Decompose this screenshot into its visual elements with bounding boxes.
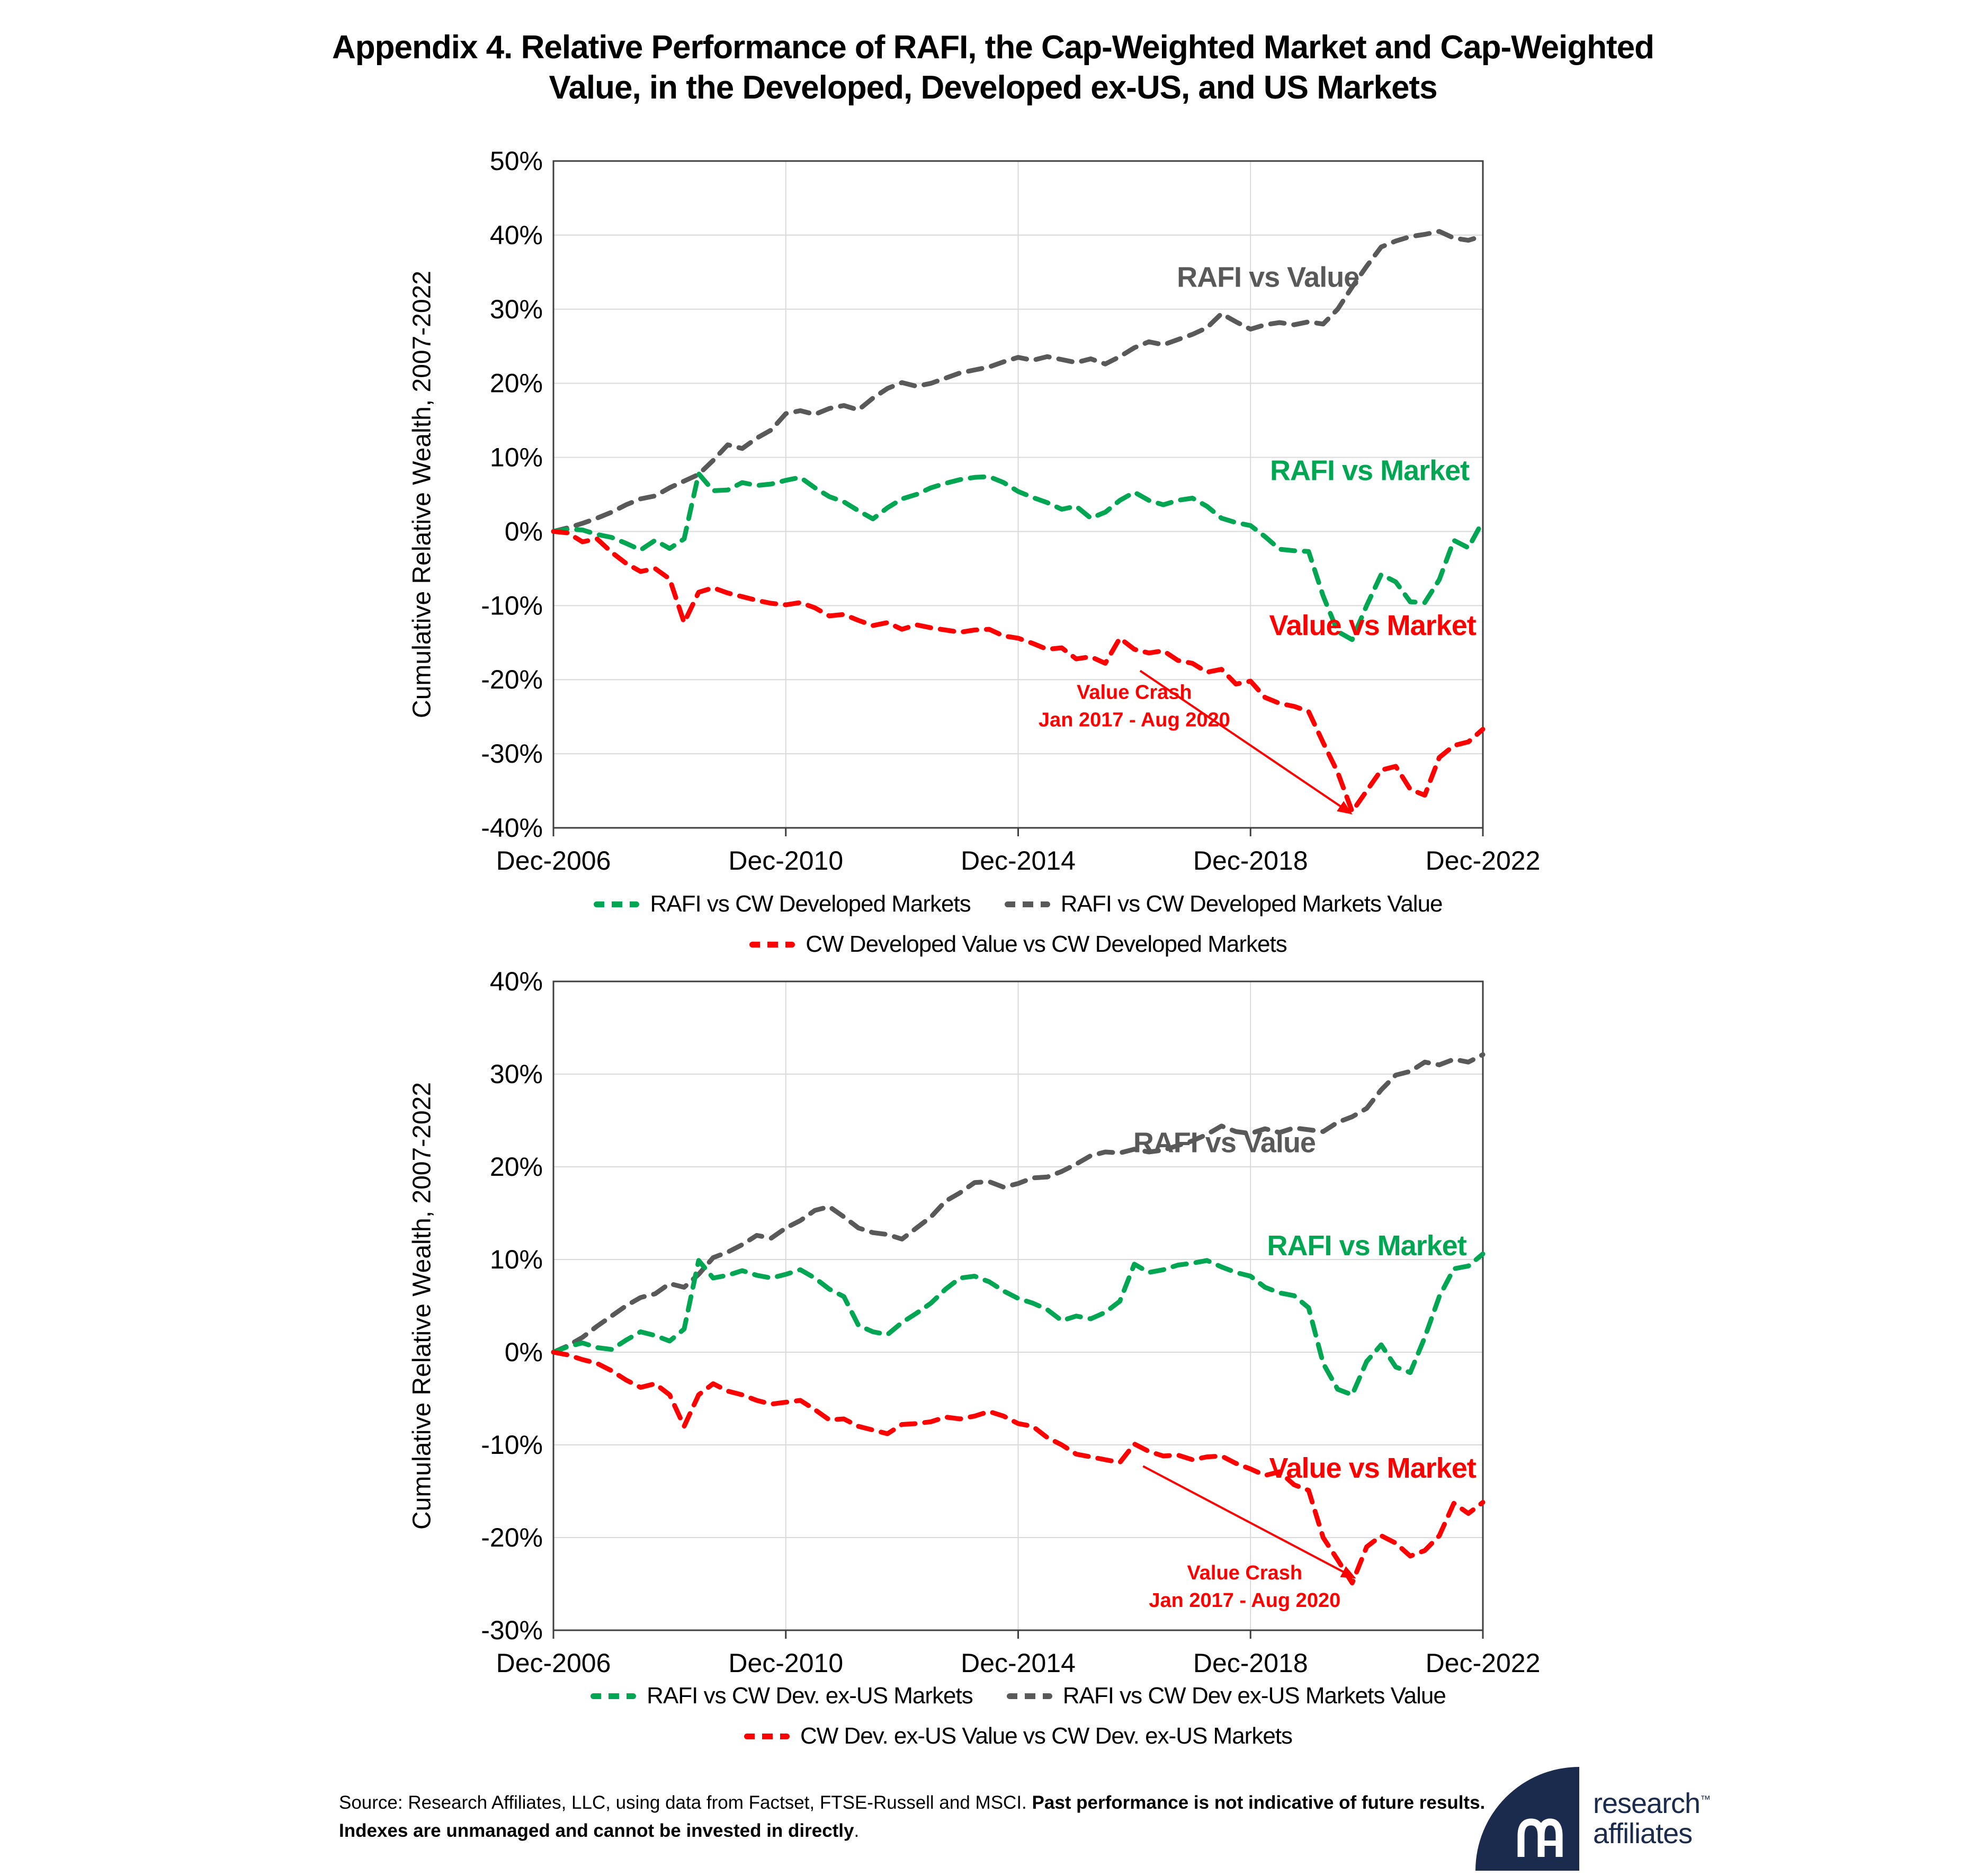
green-dash-swatch-icon [591,1693,636,1699]
y-tick-label: 0% [504,1337,543,1367]
legend-label: CW Developed Value vs CW Developed Markets [806,931,1287,957]
legend-item-value-vs-market [749,931,1286,958]
y-tick-label: -30% [481,1615,543,1645]
x-tick-label: Dec-2010 [728,846,844,876]
source-line2 [339,1817,1584,1845]
y-tick-label: 20% [489,368,543,398]
legend-row [591,1683,1446,1709]
y-tick-label: -30% [481,739,543,769]
y-axis-title: Cumulative Relative Wealth, 2007-2022 [408,1082,436,1530]
source-line1 [339,1789,1584,1817]
x-tick-label: Dec-2006 [496,1648,611,1678]
developed-markets-legend [553,891,1483,958]
logo-wordmark [1593,1789,1710,1849]
developed-ex-us-chart [408,967,1541,1678]
trademark-symbol: ™ [1700,1793,1711,1806]
source-text: Source: Research Affiliates, LLC, using data from Factset, FTSE-Russell and MSCI. [339,1792,1032,1813]
x-tick-label: Dec-2006 [496,846,611,876]
legend-label: CW Dev. ex-US Value vs CW Dev. ex-US Markets [800,1723,1293,1749]
source-note [339,1789,1584,1845]
legend-item-rafi-vs-value-exus [1007,1683,1446,1709]
figure-title-line1: Appendix 4. Relative Performance of RAFI, the Cap-Weighted Market and Cap-Weighted [332,29,1654,66]
x-tick-label: Dec-2022 [1425,846,1541,876]
logo-word-affiliates: affiliates [1593,1818,1693,1850]
value-crash-annotation: Value Crash [1187,1561,1303,1584]
y-tick-label: 30% [489,294,543,324]
legend-item-rafi-vs-market [594,891,970,917]
y-tick-label: 50% [489,146,543,176]
y-tick-label: -10% [481,591,543,621]
x-tick-label: Dec-2022 [1425,1648,1541,1678]
y-tick-label: 10% [489,442,543,472]
source-text: . [854,1820,860,1841]
figure-title-line2: Value, in the Developed, Developed ex-US, and US Markets [549,69,1437,106]
green-dash-swatch-icon [594,901,639,907]
legend-row [744,1723,1292,1749]
value-crash-annotation: Value Crash [1077,681,1192,704]
legend-item-rafi-vs-market-exus [591,1683,973,1709]
x-tick-label: Dec-2014 [961,846,1076,876]
y-tick-label: -20% [481,1523,543,1552]
legend-row [749,931,1286,958]
gray-dash-swatch-icon [1005,901,1050,907]
legend-label: RAFI vs CW Dev. ex-US Markets [647,1683,973,1709]
series-label-value-vs-market: Value vs Market [1269,1452,1476,1484]
red-dash-swatch-icon [749,942,795,948]
x-tick-label: Dec-2010 [728,1648,844,1678]
legend-row [594,891,1442,917]
legend-item-value-vs-market-exus [744,1723,1292,1749]
logo-word-research: research™ [1593,1787,1711,1819]
research-affiliates-logo [1475,1767,1710,1871]
logo-quarter-circle-icon [1475,1767,1579,1871]
developed-markets-chart [408,146,1541,876]
figure-title [199,28,1787,108]
series-label-rafi-vs-value: RAFI vs Value [1133,1127,1316,1159]
legend-label: RAFI vs CW Developed Markets Value [1060,891,1443,917]
y-axis-title: Cumulative Relative Wealth, 2007-2022 [408,271,436,718]
x-tick-label: Dec-2018 [1193,1648,1308,1678]
series-label-rafi-vs-market: RAFI vs Market [1267,1229,1466,1262]
y-tick-label: 20% [489,1152,543,1182]
y-tick-label: -10% [481,1430,543,1460]
gray-dash-swatch-icon [1007,1693,1052,1699]
y-tick-label: -40% [481,813,543,843]
ra-monogram-icon [1513,1814,1568,1857]
series-label-value-vs-market: Value vs Market [1269,610,1476,642]
disclaimer-bold: Indexes are unmanaged and cannot be invested in directly [339,1820,854,1841]
y-tick-label: 0% [504,516,543,547]
legend-label: RAFI vs CW Developed Markets [650,891,971,917]
legend-label: RAFI vs CW Dev ex-US Markets Value [1062,1683,1446,1709]
disclaimer-bold: Past performance is not indicative of future results. [1032,1792,1486,1813]
y-tick-label: 40% [489,220,543,250]
y-tick-label: 30% [489,1059,543,1089]
y-tick-label: 10% [489,1245,543,1274]
red-dash-swatch-icon [744,1734,790,1739]
value-crash-annotation: Jan 2017 - Aug 2020 [1149,1589,1341,1612]
x-tick-label: Dec-2014 [961,1648,1076,1678]
y-tick-label: 40% [489,967,543,996]
y-tick-label: -20% [481,665,543,695]
value-crash-annotation: Jan 2017 - Aug 2020 [1038,709,1230,731]
x-tick-label: Dec-2018 [1193,846,1308,876]
developed-ex-us-legend [553,1683,1483,1749]
series-label-rafi-vs-value: RAFI vs Value [1177,261,1359,293]
legend-item-rafi-vs-value [1005,891,1443,917]
series-label-rafi-vs-market: RAFI vs Market [1270,454,1470,487]
